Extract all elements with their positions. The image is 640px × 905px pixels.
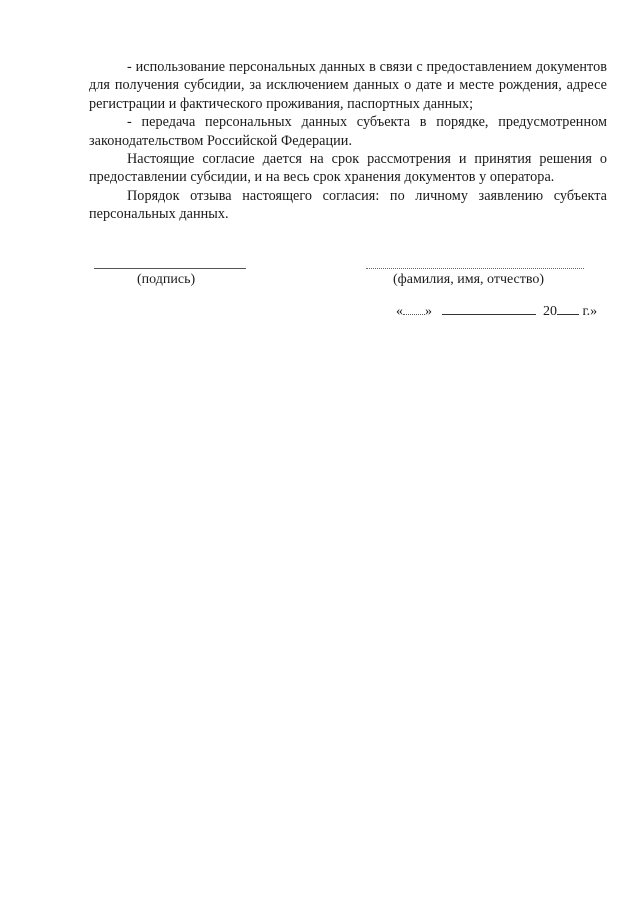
full-name-caption: (фамилия, имя, отчество) bbox=[393, 272, 545, 287]
year-prefix: 20 bbox=[543, 304, 557, 319]
month-blank bbox=[442, 302, 536, 315]
consent-text bbox=[89, 58, 607, 224]
signature-line bbox=[94, 268, 246, 269]
paragraph-data-usage: - использование персональных данных в связи с предоставлением документов для получения субсидии, за исключением данных о дате и месте рождения, адресе регистрации и фактического проживания, паспортных данных; bbox=[89, 59, 607, 112]
date-line bbox=[396, 302, 597, 321]
signature-caption: (подпись) bbox=[137, 272, 196, 287]
year-blank bbox=[557, 302, 579, 315]
year-suffix: г.» bbox=[582, 304, 598, 319]
full-name-line bbox=[366, 268, 584, 269]
paragraph-consent-term: Настоящие согласие дается на срок рассмотрения и принятия решения о предоставлении субсидии, и на весь срок хранения документов у оператора. bbox=[89, 151, 607, 186]
date-close-quote: » bbox=[425, 304, 432, 319]
day-blank bbox=[403, 302, 425, 315]
paragraph-consent-revocation: Порядок отзыва настоящего согласия: по личному заявлению субъекта персональных данных. bbox=[89, 187, 607, 223]
paragraph-data-transfer: - передача персональных данных субъекта в порядке, предусмотренном законодательством Российской Федерации. bbox=[89, 114, 607, 149]
date-open-quote: « bbox=[396, 304, 403, 319]
